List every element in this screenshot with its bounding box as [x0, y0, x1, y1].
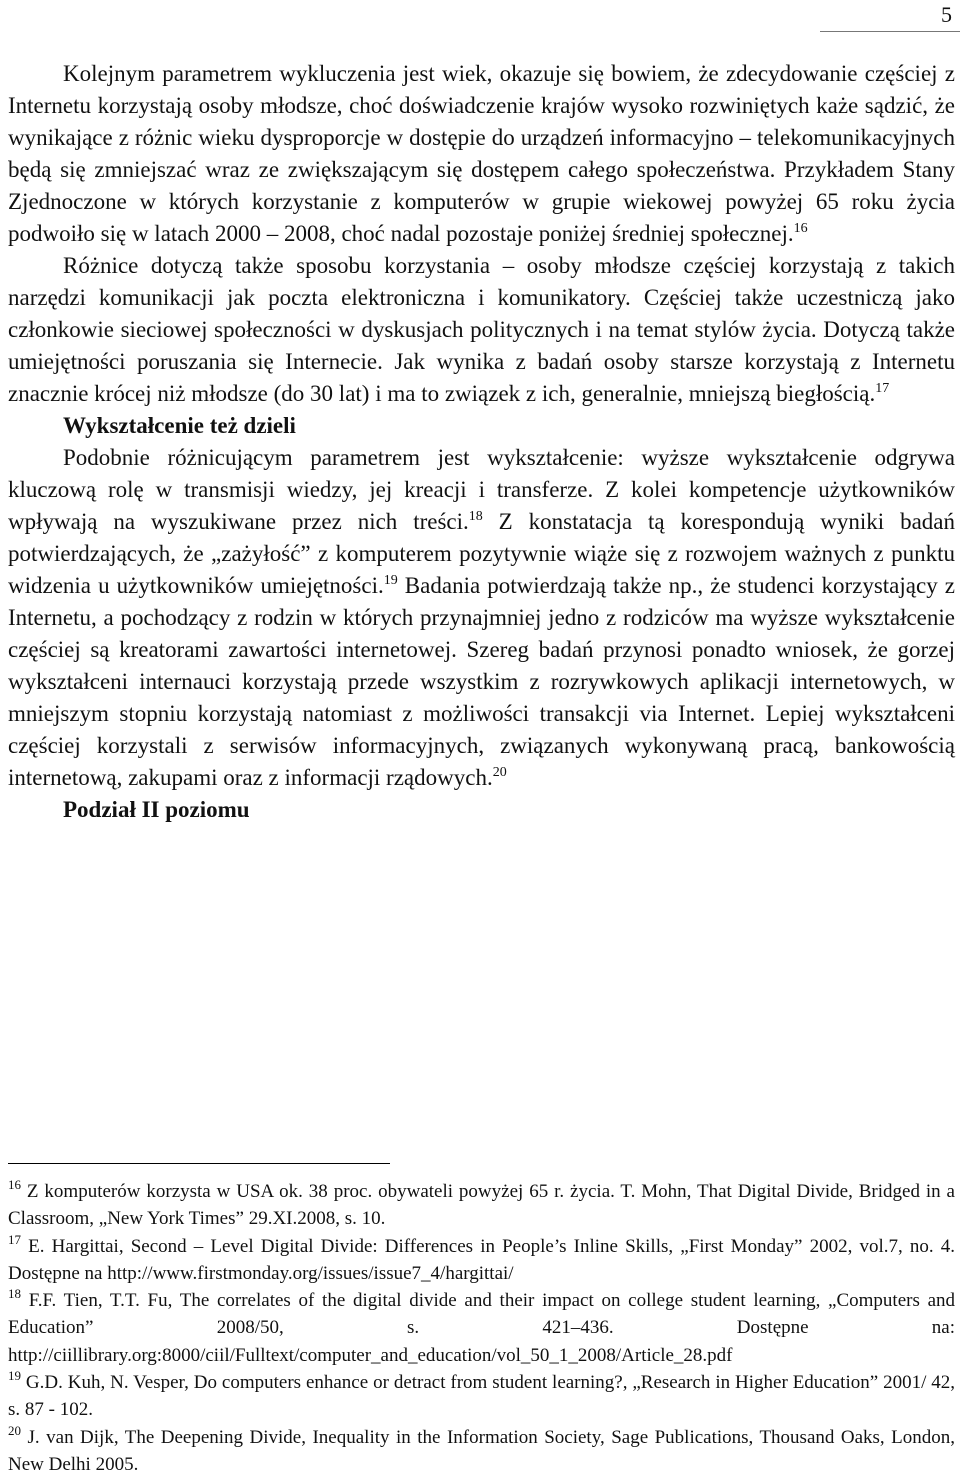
footnote-text: F.F. Tien, T.T. Fu, The correlates of the digital divide and their impact on college student learning, „Computers and Education” 2008/50, s. 421–436. Dostępne na: http://ciillibrary.org:8000/ciil/Fulltext/computer_and_education/vol_50_1_2008/Article_28.pdf: [8, 1290, 956, 1366]
footnote-ref[interactable]: 18: [468, 509, 483, 524]
footnote: [8, 1178, 955, 1233]
footnote-separator: [8, 1163, 390, 1164]
footnote-text: G.D. Kuh, N. Vesper, Do computers enhance or detract from student learning?, „Research in Higher Education” 2001/ 42, s. 87 - 102.: [8, 1372, 955, 1421]
footnote-text: J. van Dijk, The Deepening Divide, Inequality in the Information Society, Sage Publications, Thousand Oaks, London, New Delhi 2005.: [8, 1426, 956, 1475]
paragraph-text: Z konstatacja tą korespondują wyniki badań potwierdzających, że „zażyłość” z komputerem pozytywnie wiąże się z rozwojem ważnych z punktu widzenia u użytkowników umiejętności.: [8, 509, 955, 598]
footnote: [8, 1369, 955, 1424]
footnote-ref[interactable]: 16: [793, 221, 808, 236]
footnote-number: 18: [8, 1286, 21, 1302]
paragraph-text: Badania potwierdzają także np., że studenci korzystający z Internetu, a pochodzący z rodzin w których przynajmniej jedno z rodziców ma wyższe wykształcenie częściej są kreatorami zawartości internetowej. Szereg badań przynosi ponadto wniosek, że gorzej wykształceni internauci korzystają przede wszystkim z rozrywkowych aplikacji internetowych, w mniejszym stopniu korzystają natomiast z możliwości transakcji via Internet. Lepiej wykształceni częściej korzystali z serwisów informacyjnych, związanych wykonywaną pracą, bankowością internetową, zakupami oraz z informacji rządowych.: [8, 573, 955, 790]
footnote: [8, 1424, 955, 1479]
footnotes: [8, 1178, 955, 1478]
footnote-number: 19: [8, 1368, 21, 1384]
paragraph-text: Kolejnym parametrem wykluczenia jest wiek, okazuje się bowiem, że zdecydowanie częściej z Internetu korzystają osoby młodsze, choć doświadczenie krajów wysoko rozwiniętych każe sądzić, że wynikające z różnic wieku dysproporcje w dostępie do urządzeń informacyjno – telekomunikacyjnych będą się zmniejszać wraz ze zwiększającym się dostępem całego społeczeństwa. Przykładem Stany Zjednoczone w których korzystanie z komputerów w grupie wiekowej powyżej 65 roku życia podwoiło się w latach 2000 – 2008, choć nadal pozostaje poniżej średniej społecznej.: [8, 61, 955, 246]
footnote-ref[interactable]: 19: [383, 573, 398, 588]
paragraph-usage: [8, 250, 955, 410]
footnote-number: 16: [8, 1177, 21, 1192]
page-number: 5: [941, 2, 952, 27]
footnote: [8, 1233, 955, 1288]
footnote-text: E. Hargittai, Second – Level Digital Divide: Differences in People’s Inline Skills, „First Monday” 2002, vol.7, no. 4. Dostępne na http://www.firstmonday.org/issues/issue7_4/hargittai/: [8, 1235, 955, 1284]
footnote-text: Z komputerów korzysta w USA ok. 38 proc. obywateli powyżej 65 r. życia. T. Mohn, That Digital Divide, Bridged in a Classroom, „New York Times” 29.XI.2008, s. 10.: [8, 1181, 955, 1230]
header-rule: [820, 31, 960, 32]
paragraph-education: [8, 442, 955, 794]
body-text: [8, 58, 955, 826]
footnote-number: 20: [8, 1422, 21, 1438]
paragraph-text: Różnice dotyczą także sposobu korzystania – osoby młodsze częściej korzystają z takich narzędzi komunikacji jak poczta elektroniczna i komunikatory. Częściej także uczestniczą jako członkowie sieciowej społeczności w dyskusjach politycznych i na temat stylów życia. Dotyczą także umiejętności poruszania się Internecie. Jak wynika z badań osoby starsze korzystają z Internetu znacznie krócej niż młodsze (do 30 lat) i ma to związek z ich, generalnie, mniejszą biegłością.: [8, 253, 955, 406]
paragraph-age: [8, 58, 955, 250]
footnote-ref[interactable]: 20: [492, 765, 507, 780]
section-heading: Podział II poziomu: [63, 797, 250, 822]
footnote: [8, 1287, 955, 1369]
paragraph-text: Podobnie różnicującym parametrem jest wykształcenie: wyższe wykształcenie odgrywa kluczową rolę w transmisji wiedzy, jej kreacji i transferze. Z kolei kompetencje użytkowników wpływają na wyszukiwane przez nich treści.: [8, 445, 955, 534]
footnote-number: 17: [8, 1231, 21, 1247]
footnote-ref[interactable]: 17: [875, 381, 890, 396]
section-heading: Wykształcenie też dzieli: [63, 413, 296, 438]
